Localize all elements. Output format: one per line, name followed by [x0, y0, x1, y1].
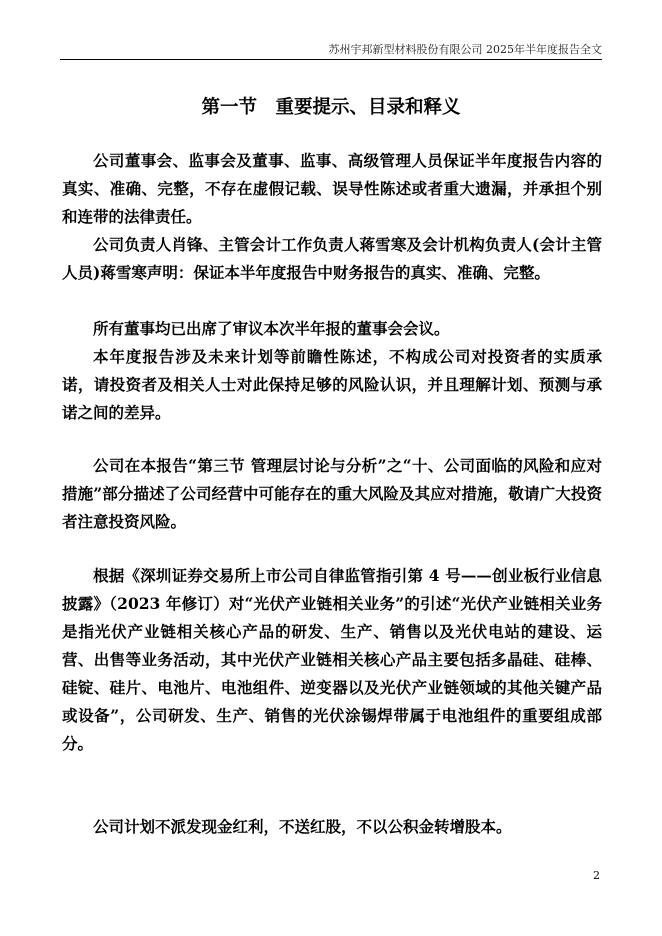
- section-title: 第一节 重要提示、目录和释义: [201, 97, 461, 118]
- paragraph-industry-disclosure: 根据《深圳证券交易所上市公司自律监管指引第 4 号——创业板行业信息披露》（2023 年修订）对“光伏产业链相关业务”的引述“光伏产业链相关业务是指光伏产业链相关核心产品的研发、生产、销售以及光伏电站的建设、运营、出售等业务活动，其中光伏产业链相关核心产品主要包括多晶硅、硅棒、硅锭、硅片、电池片、电池组件、逆变器以及光伏产业链领域的其他关键产品或设备”，公司研发、生产、销售的光伏涂锡焊带属于电池组件的重要组成部分。: [62, 566, 602, 753]
- paragraph-board-guarantee: 公司董事会、监事会及董事、监事、高级管理人员保证半年度报告内容的真实、准确、完整，不存在虚假记载、误导性陈述或者重大遗漏，并承担个别和连带的法律责任。: [62, 151, 602, 226]
- paragraph-responsible-persons: 公司负责人肖锋、主管会计工作负责人蒋雪寒及会计机构负责人(会计主管人员)蒋雪寒声明：保证本半年度报告中财务报告的真实、准确、完整。: [62, 235, 602, 282]
- page-number: 2: [593, 869, 600, 882]
- header-title: 苏州宇邦新型材料股份有限公司 2025年半年度报告全文: [328, 43, 602, 56]
- page-header: [60, 0, 602, 60]
- paragraph-dividend-plan: 公司计划不派发现金红利，不送红股，不以公积金转增股本。: [93, 817, 512, 836]
- paragraph-attendance: 所有董事均已出席了审议本次半年报的董事会会议。: [93, 319, 450, 338]
- paragraph-forward-looking: 本年度报告涉及未来计划等前瞻性陈述，不构成公司对投资者的实质承诺，请投资者及相关人士对此保持足够的风险认识，并且理解计划、预测与承诺之间的差异。: [62, 347, 602, 422]
- paragraph-risk-notice: 公司在本报告“第三节 管理层讨论与分析”之“十、公司面临的风险和应对措施”部分描述了公司经营中可能存在的重大风险及其应对措施，敬请广大投资者注意投资风险。: [62, 456, 602, 531]
